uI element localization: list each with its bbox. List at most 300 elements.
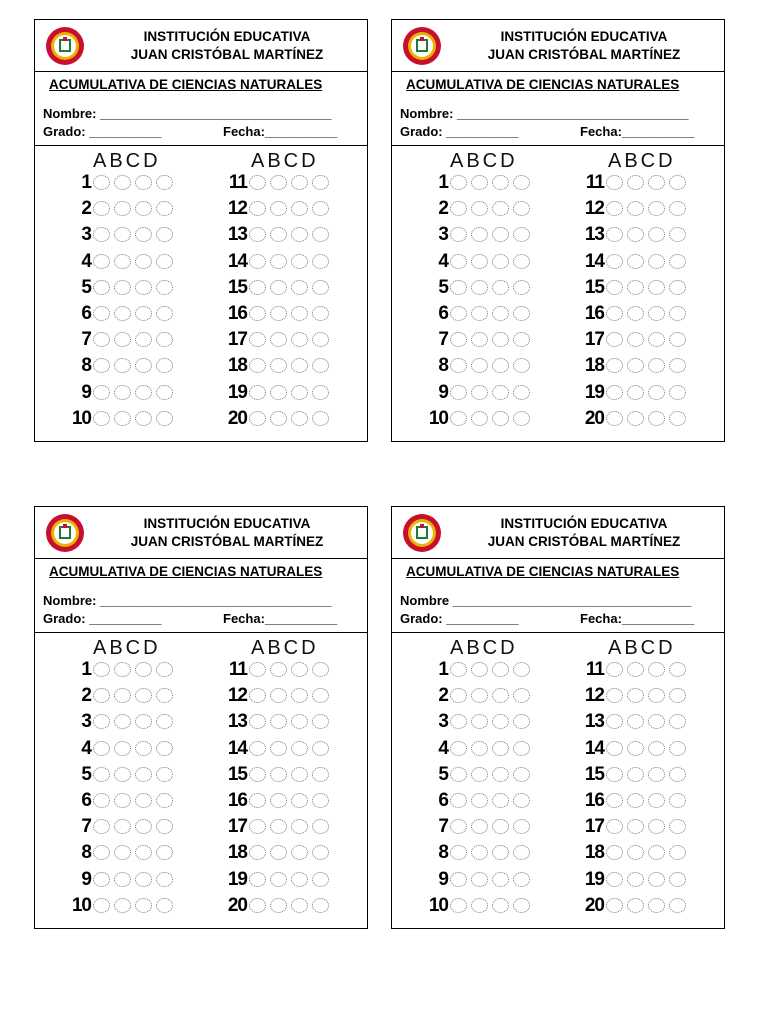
answer-bubble-icon[interactable] xyxy=(270,175,287,190)
answer-bubble-icon[interactable] xyxy=(492,227,509,242)
answer-bubble-icon[interactable] xyxy=(93,793,110,808)
answer-bubble-icon[interactable] xyxy=(513,358,530,373)
answer-bubble-icon[interactable] xyxy=(492,411,509,426)
answer-bubble-icon[interactable] xyxy=(450,385,467,400)
answer-bubble-icon[interactable] xyxy=(93,741,110,756)
answer-bubble-icon[interactable] xyxy=(312,254,329,269)
answer-bubble-icon[interactable] xyxy=(291,280,308,295)
answer-bubble-icon[interactable] xyxy=(513,254,530,269)
fecha-field[interactable]: Fecha:__________ xyxy=(580,124,695,139)
answer-bubble-icon[interactable] xyxy=(450,254,467,269)
answer-bubble-icon[interactable] xyxy=(156,175,173,190)
answer-bubble-icon[interactable] xyxy=(270,385,287,400)
answer-bubble-icon[interactable] xyxy=(291,714,308,729)
answer-bubble-icon[interactable] xyxy=(471,714,488,729)
answer-bubble-icon[interactable] xyxy=(627,688,644,703)
answer-bubble-icon[interactable] xyxy=(471,898,488,913)
answer-bubble-icon[interactable] xyxy=(156,332,173,347)
answer-bubble-icon[interactable] xyxy=(471,280,488,295)
answer-bubble-icon[interactable] xyxy=(114,688,131,703)
answer-bubble-icon[interactable] xyxy=(135,662,152,677)
answer-bubble-icon[interactable] xyxy=(492,201,509,216)
answer-bubble-icon[interactable] xyxy=(606,227,623,242)
answer-bubble-icon[interactable] xyxy=(606,306,623,321)
answer-bubble-icon[interactable] xyxy=(669,358,686,373)
answer-bubble-icon[interactable] xyxy=(93,201,110,216)
answer-bubble-icon[interactable] xyxy=(114,227,131,242)
answer-bubble-icon[interactable] xyxy=(312,306,329,321)
answer-bubble-icon[interactable] xyxy=(93,254,110,269)
answer-bubble-icon[interactable] xyxy=(312,793,329,808)
answer-bubble-icon[interactable] xyxy=(249,201,266,216)
answer-bubble-icon[interactable] xyxy=(291,845,308,860)
answer-bubble-icon[interactable] xyxy=(156,688,173,703)
answer-bubble-icon[interactable] xyxy=(606,767,623,782)
answer-bubble-icon[interactable] xyxy=(627,201,644,216)
answer-bubble-icon[interactable] xyxy=(513,688,530,703)
answer-bubble-icon[interactable] xyxy=(648,306,665,321)
answer-bubble-icon[interactable] xyxy=(669,280,686,295)
answer-bubble-icon[interactable] xyxy=(135,201,152,216)
answer-bubble-icon[interactable] xyxy=(471,767,488,782)
answer-bubble-icon[interactable] xyxy=(492,845,509,860)
answer-bubble-icon[interactable] xyxy=(312,385,329,400)
answer-bubble-icon[interactable] xyxy=(93,280,110,295)
answer-bubble-icon[interactable] xyxy=(114,845,131,860)
answer-bubble-icon[interactable] xyxy=(648,227,665,242)
answer-bubble-icon[interactable] xyxy=(156,385,173,400)
answer-bubble-icon[interactable] xyxy=(156,767,173,782)
answer-bubble-icon[interactable] xyxy=(492,385,509,400)
answer-bubble-icon[interactable] xyxy=(492,767,509,782)
answer-bubble-icon[interactable] xyxy=(270,662,287,677)
answer-bubble-icon[interactable] xyxy=(627,819,644,834)
answer-bubble-icon[interactable] xyxy=(648,872,665,887)
answer-bubble-icon[interactable] xyxy=(135,358,152,373)
answer-bubble-icon[interactable] xyxy=(492,714,509,729)
answer-bubble-icon[interactable] xyxy=(249,741,266,756)
answer-bubble-icon[interactable] xyxy=(669,767,686,782)
answer-bubble-icon[interactable] xyxy=(156,254,173,269)
answer-bubble-icon[interactable] xyxy=(312,819,329,834)
answer-bubble-icon[interactable] xyxy=(291,688,308,703)
answer-bubble-icon[interactable] xyxy=(114,898,131,913)
answer-bubble-icon[interactable] xyxy=(114,411,131,426)
answer-bubble-icon[interactable] xyxy=(156,280,173,295)
answer-bubble-icon[interactable] xyxy=(450,306,467,321)
answer-bubble-icon[interactable] xyxy=(492,358,509,373)
nombre-field[interactable]: Nombre: ________________________________ xyxy=(400,106,689,121)
answer-bubble-icon[interactable] xyxy=(450,819,467,834)
answer-bubble-icon[interactable] xyxy=(669,898,686,913)
answer-bubble-icon[interactable] xyxy=(471,227,488,242)
answer-bubble-icon[interactable] xyxy=(513,175,530,190)
answer-bubble-icon[interactable] xyxy=(606,741,623,756)
answer-bubble-icon[interactable] xyxy=(114,662,131,677)
answer-bubble-icon[interactable] xyxy=(270,201,287,216)
answer-bubble-icon[interactable] xyxy=(270,898,287,913)
answer-bubble-icon[interactable] xyxy=(492,175,509,190)
answer-bubble-icon[interactable] xyxy=(492,662,509,677)
answer-bubble-icon[interactable] xyxy=(669,688,686,703)
answer-bubble-icon[interactable] xyxy=(135,306,152,321)
answer-bubble-icon[interactable] xyxy=(291,819,308,834)
answer-bubble-icon[interactable] xyxy=(450,201,467,216)
answer-bubble-icon[interactable] xyxy=(135,254,152,269)
answer-bubble-icon[interactable] xyxy=(669,662,686,677)
answer-bubble-icon[interactable] xyxy=(249,872,266,887)
answer-bubble-icon[interactable] xyxy=(471,662,488,677)
answer-bubble-icon[interactable] xyxy=(156,741,173,756)
grado-field[interactable]: Grado: __________ xyxy=(400,611,519,626)
grado-field[interactable]: Grado: __________ xyxy=(43,124,162,139)
answer-bubble-icon[interactable] xyxy=(606,358,623,373)
answer-bubble-icon[interactable] xyxy=(135,688,152,703)
fecha-field[interactable]: Fecha:__________ xyxy=(223,124,338,139)
answer-bubble-icon[interactable] xyxy=(471,358,488,373)
answer-bubble-icon[interactable] xyxy=(606,201,623,216)
answer-bubble-icon[interactable] xyxy=(669,175,686,190)
answer-bubble-icon[interactable] xyxy=(669,332,686,347)
answer-bubble-icon[interactable] xyxy=(270,280,287,295)
answer-bubble-icon[interactable] xyxy=(627,385,644,400)
answer-bubble-icon[interactable] xyxy=(606,872,623,887)
answer-bubble-icon[interactable] xyxy=(291,385,308,400)
answer-bubble-icon[interactable] xyxy=(249,662,266,677)
answer-bubble-icon[interactable] xyxy=(93,227,110,242)
answer-bubble-icon[interactable] xyxy=(156,227,173,242)
answer-bubble-icon[interactable] xyxy=(135,280,152,295)
answer-bubble-icon[interactable] xyxy=(114,175,131,190)
nombre-field[interactable]: Nombre: ________________________________ xyxy=(43,593,332,608)
answer-bubble-icon[interactable] xyxy=(249,767,266,782)
answer-bubble-icon[interactable] xyxy=(513,898,530,913)
answer-bubble-icon[interactable] xyxy=(450,741,467,756)
answer-bubble-icon[interactable] xyxy=(291,332,308,347)
answer-bubble-icon[interactable] xyxy=(648,662,665,677)
answer-bubble-icon[interactable] xyxy=(249,714,266,729)
answer-bubble-icon[interactable] xyxy=(291,872,308,887)
answer-bubble-icon[interactable] xyxy=(156,872,173,887)
answer-bubble-icon[interactable] xyxy=(291,662,308,677)
answer-bubble-icon[interactable] xyxy=(627,280,644,295)
answer-bubble-icon[interactable] xyxy=(135,872,152,887)
answer-bubble-icon[interactable] xyxy=(312,688,329,703)
answer-bubble-icon[interactable] xyxy=(291,254,308,269)
answer-bubble-icon[interactable] xyxy=(156,662,173,677)
answer-bubble-icon[interactable] xyxy=(627,898,644,913)
answer-bubble-icon[interactable] xyxy=(450,872,467,887)
answer-bubble-icon[interactable] xyxy=(648,411,665,426)
answer-bubble-icon[interactable] xyxy=(135,227,152,242)
answer-bubble-icon[interactable] xyxy=(669,819,686,834)
answer-bubble-icon[interactable] xyxy=(270,714,287,729)
answer-bubble-icon[interactable] xyxy=(648,385,665,400)
answer-bubble-icon[interactable] xyxy=(492,332,509,347)
answer-bubble-icon[interactable] xyxy=(513,411,530,426)
answer-bubble-icon[interactable] xyxy=(291,411,308,426)
answer-bubble-icon[interactable] xyxy=(114,872,131,887)
answer-bubble-icon[interactable] xyxy=(249,819,266,834)
answer-bubble-icon[interactable] xyxy=(492,819,509,834)
answer-bubble-icon[interactable] xyxy=(513,332,530,347)
answer-bubble-icon[interactable] xyxy=(648,898,665,913)
answer-bubble-icon[interactable] xyxy=(135,714,152,729)
answer-bubble-icon[interactable] xyxy=(93,662,110,677)
answer-bubble-icon[interactable] xyxy=(648,201,665,216)
answer-bubble-icon[interactable] xyxy=(312,201,329,216)
answer-bubble-icon[interactable] xyxy=(270,767,287,782)
answer-bubble-icon[interactable] xyxy=(135,741,152,756)
answer-bubble-icon[interactable] xyxy=(93,385,110,400)
answer-bubble-icon[interactable] xyxy=(291,175,308,190)
answer-bubble-icon[interactable] xyxy=(471,175,488,190)
answer-bubble-icon[interactable] xyxy=(450,767,467,782)
answer-bubble-icon[interactable] xyxy=(471,201,488,216)
answer-bubble-icon[interactable] xyxy=(291,306,308,321)
answer-bubble-icon[interactable] xyxy=(135,767,152,782)
answer-bubble-icon[interactable] xyxy=(312,175,329,190)
answer-bubble-icon[interactable] xyxy=(312,872,329,887)
answer-bubble-icon[interactable] xyxy=(471,845,488,860)
answer-bubble-icon[interactable] xyxy=(270,741,287,756)
answer-bubble-icon[interactable] xyxy=(156,358,173,373)
answer-bubble-icon[interactable] xyxy=(249,793,266,808)
answer-bubble-icon[interactable] xyxy=(450,227,467,242)
answer-bubble-icon[interactable] xyxy=(156,714,173,729)
answer-bubble-icon[interactable] xyxy=(648,254,665,269)
answer-bubble-icon[interactable] xyxy=(669,254,686,269)
answer-bubble-icon[interactable] xyxy=(492,793,509,808)
answer-bubble-icon[interactable] xyxy=(114,714,131,729)
answer-bubble-icon[interactable] xyxy=(648,175,665,190)
answer-bubble-icon[interactable] xyxy=(648,280,665,295)
answer-bubble-icon[interactable] xyxy=(627,767,644,782)
answer-bubble-icon[interactable] xyxy=(156,819,173,834)
answer-bubble-icon[interactable] xyxy=(450,793,467,808)
nombre-field[interactable]: Nombre _________________________________ xyxy=(400,593,692,608)
answer-bubble-icon[interactable] xyxy=(627,872,644,887)
answer-bubble-icon[interactable] xyxy=(249,688,266,703)
answer-bubble-icon[interactable] xyxy=(270,845,287,860)
answer-bubble-icon[interactable] xyxy=(492,898,509,913)
answer-bubble-icon[interactable] xyxy=(450,845,467,860)
answer-bubble-icon[interactable] xyxy=(669,741,686,756)
answer-bubble-icon[interactable] xyxy=(114,793,131,808)
answer-bubble-icon[interactable] xyxy=(606,385,623,400)
answer-bubble-icon[interactable] xyxy=(513,793,530,808)
answer-bubble-icon[interactable] xyxy=(249,280,266,295)
answer-bubble-icon[interactable] xyxy=(291,201,308,216)
answer-bubble-icon[interactable] xyxy=(93,688,110,703)
answer-bubble-icon[interactable] xyxy=(627,175,644,190)
answer-bubble-icon[interactable] xyxy=(648,741,665,756)
answer-bubble-icon[interactable] xyxy=(669,714,686,729)
answer-bubble-icon[interactable] xyxy=(156,306,173,321)
answer-bubble-icon[interactable] xyxy=(669,385,686,400)
answer-bubble-icon[interactable] xyxy=(249,845,266,860)
answer-bubble-icon[interactable] xyxy=(312,358,329,373)
answer-bubble-icon[interactable] xyxy=(513,227,530,242)
answer-bubble-icon[interactable] xyxy=(291,741,308,756)
answer-bubble-icon[interactable] xyxy=(270,819,287,834)
fecha-field[interactable]: Fecha:__________ xyxy=(580,611,695,626)
answer-bubble-icon[interactable] xyxy=(648,793,665,808)
answer-bubble-icon[interactable] xyxy=(93,845,110,860)
answer-bubble-icon[interactable] xyxy=(492,741,509,756)
answer-bubble-icon[interactable] xyxy=(450,332,467,347)
answer-bubble-icon[interactable] xyxy=(471,688,488,703)
answer-bubble-icon[interactable] xyxy=(114,741,131,756)
answer-bubble-icon[interactable] xyxy=(492,306,509,321)
answer-bubble-icon[interactable] xyxy=(513,872,530,887)
answer-bubble-icon[interactable] xyxy=(648,819,665,834)
answer-bubble-icon[interactable] xyxy=(513,845,530,860)
answer-bubble-icon[interactable] xyxy=(156,411,173,426)
answer-bubble-icon[interactable] xyxy=(471,741,488,756)
grado-field[interactable]: Grado: __________ xyxy=(43,611,162,626)
answer-bubble-icon[interactable] xyxy=(669,227,686,242)
answer-bubble-icon[interactable] xyxy=(471,872,488,887)
answer-bubble-icon[interactable] xyxy=(648,767,665,782)
answer-bubble-icon[interactable] xyxy=(627,662,644,677)
answer-bubble-icon[interactable] xyxy=(312,411,329,426)
answer-bubble-icon[interactable] xyxy=(93,332,110,347)
answer-bubble-icon[interactable] xyxy=(249,254,266,269)
answer-bubble-icon[interactable] xyxy=(450,898,467,913)
answer-bubble-icon[interactable] xyxy=(492,872,509,887)
answer-bubble-icon[interactable] xyxy=(513,741,530,756)
answer-bubble-icon[interactable] xyxy=(114,306,131,321)
nombre-field[interactable]: Nombre: ________________________________ xyxy=(43,106,332,121)
answer-bubble-icon[interactable] xyxy=(135,898,152,913)
answer-bubble-icon[interactable] xyxy=(513,714,530,729)
answer-bubble-icon[interactable] xyxy=(114,201,131,216)
answer-bubble-icon[interactable] xyxy=(114,254,131,269)
answer-bubble-icon[interactable] xyxy=(156,845,173,860)
answer-bubble-icon[interactable] xyxy=(513,662,530,677)
answer-bubble-icon[interactable] xyxy=(312,332,329,347)
grado-field[interactable]: Grado: __________ xyxy=(400,124,519,139)
answer-bubble-icon[interactable] xyxy=(249,385,266,400)
answer-bubble-icon[interactable] xyxy=(249,411,266,426)
answer-bubble-icon[interactable] xyxy=(135,175,152,190)
answer-bubble-icon[interactable] xyxy=(114,767,131,782)
answer-bubble-icon[interactable] xyxy=(291,767,308,782)
answer-bubble-icon[interactable] xyxy=(627,358,644,373)
answer-bubble-icon[interactable] xyxy=(135,845,152,860)
answer-bubble-icon[interactable] xyxy=(249,175,266,190)
answer-bubble-icon[interactable] xyxy=(93,411,110,426)
answer-bubble-icon[interactable] xyxy=(249,332,266,347)
answer-bubble-icon[interactable] xyxy=(669,793,686,808)
answer-bubble-icon[interactable] xyxy=(513,385,530,400)
answer-bubble-icon[interactable] xyxy=(450,358,467,373)
answer-bubble-icon[interactable] xyxy=(249,306,266,321)
answer-bubble-icon[interactable] xyxy=(270,254,287,269)
answer-bubble-icon[interactable] xyxy=(450,280,467,295)
answer-bubble-icon[interactable] xyxy=(648,688,665,703)
answer-bubble-icon[interactable] xyxy=(627,411,644,426)
answer-bubble-icon[interactable] xyxy=(270,872,287,887)
answer-bubble-icon[interactable] xyxy=(156,898,173,913)
answer-bubble-icon[interactable] xyxy=(312,714,329,729)
answer-bubble-icon[interactable] xyxy=(627,306,644,321)
answer-bubble-icon[interactable] xyxy=(669,845,686,860)
answer-bubble-icon[interactable] xyxy=(114,819,131,834)
answer-bubble-icon[interactable] xyxy=(606,175,623,190)
answer-bubble-icon[interactable] xyxy=(249,898,266,913)
answer-bubble-icon[interactable] xyxy=(450,175,467,190)
answer-bubble-icon[interactable] xyxy=(270,793,287,808)
answer-bubble-icon[interactable] xyxy=(513,767,530,782)
answer-bubble-icon[interactable] xyxy=(135,411,152,426)
answer-bubble-icon[interactable] xyxy=(156,201,173,216)
answer-bubble-icon[interactable] xyxy=(312,662,329,677)
answer-bubble-icon[interactable] xyxy=(450,411,467,426)
answer-bubble-icon[interactable] xyxy=(471,332,488,347)
answer-bubble-icon[interactable] xyxy=(627,845,644,860)
answer-bubble-icon[interactable] xyxy=(627,227,644,242)
answer-bubble-icon[interactable] xyxy=(114,332,131,347)
answer-bubble-icon[interactable] xyxy=(669,872,686,887)
answer-bubble-icon[interactable] xyxy=(135,385,152,400)
answer-bubble-icon[interactable] xyxy=(627,254,644,269)
answer-bubble-icon[interactable] xyxy=(135,793,152,808)
answer-bubble-icon[interactable] xyxy=(606,280,623,295)
answer-bubble-icon[interactable] xyxy=(135,332,152,347)
answer-bubble-icon[interactable] xyxy=(648,845,665,860)
answer-bubble-icon[interactable] xyxy=(93,767,110,782)
answer-bubble-icon[interactable] xyxy=(291,793,308,808)
answer-bubble-icon[interactable] xyxy=(291,898,308,913)
answer-bubble-icon[interactable] xyxy=(627,741,644,756)
answer-bubble-icon[interactable] xyxy=(513,306,530,321)
answer-bubble-icon[interactable] xyxy=(513,280,530,295)
answer-bubble-icon[interactable] xyxy=(606,411,623,426)
answer-bubble-icon[interactable] xyxy=(648,358,665,373)
answer-bubble-icon[interactable] xyxy=(93,898,110,913)
answer-bubble-icon[interactable] xyxy=(606,898,623,913)
answer-bubble-icon[interactable] xyxy=(492,688,509,703)
answer-bubble-icon[interactable] xyxy=(450,714,467,729)
answer-bubble-icon[interactable] xyxy=(93,306,110,321)
answer-bubble-icon[interactable] xyxy=(93,872,110,887)
answer-bubble-icon[interactable] xyxy=(270,358,287,373)
answer-bubble-icon[interactable] xyxy=(669,201,686,216)
answer-bubble-icon[interactable] xyxy=(450,662,467,677)
answer-bubble-icon[interactable] xyxy=(114,358,131,373)
answer-bubble-icon[interactable] xyxy=(312,898,329,913)
answer-bubble-icon[interactable] xyxy=(627,793,644,808)
answer-bubble-icon[interactable] xyxy=(312,741,329,756)
answer-bubble-icon[interactable] xyxy=(606,793,623,808)
answer-bubble-icon[interactable] xyxy=(249,227,266,242)
answer-bubble-icon[interactable] xyxy=(606,332,623,347)
answer-bubble-icon[interactable] xyxy=(270,306,287,321)
answer-bubble-icon[interactable] xyxy=(471,819,488,834)
answer-bubble-icon[interactable] xyxy=(669,411,686,426)
answer-bubble-icon[interactable] xyxy=(669,306,686,321)
answer-bubble-icon[interactable] xyxy=(471,306,488,321)
answer-bubble-icon[interactable] xyxy=(93,714,110,729)
answer-bubble-icon[interactable] xyxy=(471,793,488,808)
answer-bubble-icon[interactable] xyxy=(270,688,287,703)
answer-bubble-icon[interactable] xyxy=(450,688,467,703)
answer-bubble-icon[interactable] xyxy=(513,201,530,216)
answer-bubble-icon[interactable] xyxy=(114,385,131,400)
answer-bubble-icon[interactable] xyxy=(114,280,131,295)
